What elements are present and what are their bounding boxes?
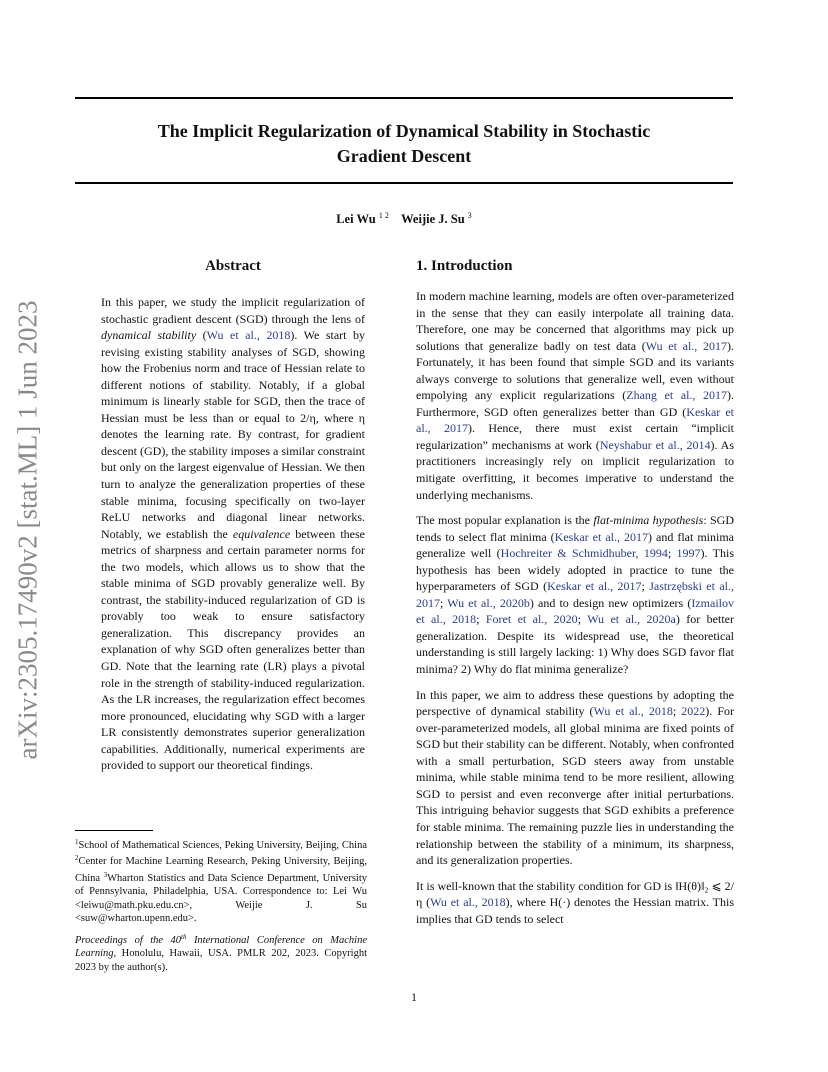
intro-text: ;	[641, 579, 650, 594]
citation-link[interactable]: 1997	[676, 546, 701, 561]
paper-title	[75, 119, 733, 169]
intro-text: ). Fortunately, it has been found that simple SGD and its variants always converge to solutions that generalize well, even without empolying any explicit regularizations (	[416, 338, 734, 403]
title-rule-bottom	[75, 182, 733, 184]
intro-emphasis: flat-minima hypothesis	[593, 513, 704, 528]
citation-link[interactable]: Neyshabur et al., 2014	[599, 437, 711, 452]
footnote-text: Wharton Statistics and Data Science Department, University of Pennsylvania, Philadelphia, USA. Correspondence to: Lei Wu <leiwu@math.pku.edu.cn>, Weijie J. Su <suw@wharton.upenn.edu>.	[75, 872, 367, 925]
citation-link[interactable]: Jastrzębski et al., 2017	[416, 579, 734, 610]
citation-link[interactable]: Foret et al., 2020	[485, 612, 578, 627]
footnote-rule	[75, 830, 153, 831]
citation-link[interactable]: Hochreiter & Schmidhuber, 1994	[500, 546, 668, 561]
page-number: 1	[411, 990, 417, 1004]
abstract-text: (	[196, 328, 207, 343]
intro-text: ) and to design new optimizers (	[529, 595, 692, 610]
proceedings-note	[75, 931, 367, 974]
intro-text: ). As practitioners increasingly rely on implicit regularization to mitigate overfitting, it becomes imperative to understand the underlying mechanisms.	[416, 437, 735, 502]
arxiv-identifier: arXiv:2305.17490v2 [stat.ML] 1 Jun 2023	[12, 300, 43, 760]
affiliation-footnote	[75, 836, 367, 925]
abstract-emphasis: dynamical stability	[101, 328, 197, 343]
intro-text: ). This hypothesis has been widely adopted in practice to tune the hyperparameters of SGD (	[416, 546, 734, 594]
intro-text: ;	[667, 546, 677, 561]
author-affiliation-marks: 3	[467, 211, 472, 220]
citation-link[interactable]: Wu et al., 2018	[206, 328, 291, 343]
intro-text: In modern machine learning, models are often over-parameterized in the sense that they can easily interpolate all training data. Therefore, one may be concerned that algorithms may pick up solutions that generalize badly on test data (	[416, 289, 734, 353]
abstract-body	[101, 294, 365, 774]
proceedings-text: International Conference on Machine Learning	[75, 935, 368, 960]
intro-paragraph-4	[416, 878, 734, 928]
intro-text: In this paper, we aim to address these questions by adopting the perspective of dynamical stability (	[416, 687, 734, 719]
intro-text: ). For over-parameterized models, all global minima are fixed points of SGD but their stability can be different. Notably, when confronted with a small perturbation, SGD steers away from unstable minima, while stable minima tend to be more resilient, allowing SGD to persist and even reconverge after initial perturbations. This intriguing behavior suggests that SGD exhibits a preference for stable minima. The remaining puzzle lies in understanding the relationship between the stability of a minimum, its sharpness, and its generalization properties.	[416, 704, 734, 868]
author-name: Lei Wu	[336, 212, 376, 226]
title-line-1: The Implicit Regularization of Dynamical Stability in Stochastic	[157, 121, 651, 141]
author-name: Weijie J. Su	[401, 212, 465, 226]
citation-link[interactable]: Keskar et al., 2017	[554, 529, 648, 544]
intro-text: ) and flat minima generalize well (	[416, 529, 734, 561]
footnote-mark: 1	[75, 838, 79, 846]
title-rule-top	[75, 97, 733, 99]
footnote-text: School of Mathematical Sciences, Peking University, Beijing, China	[78, 840, 367, 851]
abstract-heading: Abstract	[205, 258, 261, 274]
intro-paragraph-1	[416, 288, 734, 503]
proceedings-text: , Honolulu, Hawaii, USA. PMLR 202, 2023. Copyright 2023 by the author(s).	[75, 948, 367, 973]
citation-link[interactable]: Keskar et al., 2017	[416, 404, 734, 436]
proceedings-ordinal: th	[181, 933, 187, 941]
citation-link[interactable]: Izmailov et al., 2018	[416, 595, 734, 627]
arxiv-stamp	[8, 290, 48, 770]
citation-link[interactable]: Wu et al., 2018	[593, 704, 673, 719]
proceedings-text: Proceedings of the 40	[75, 935, 182, 946]
citation-link[interactable]: Wu et al., 2017	[645, 338, 727, 353]
intro-text: : SGD tends to select flat minima (	[416, 513, 734, 544]
title-line-2: Gradient Descent	[336, 146, 472, 166]
citation-link[interactable]: Keskar et al., 2017	[547, 579, 642, 594]
footnote-text: Center for Machine Learning Research, Peking University, Beijing, China	[75, 856, 367, 884]
author-affiliation-marks: 1 2	[378, 211, 389, 220]
intro-text: ;	[476, 612, 486, 627]
intro-text: The most popular explanation is the	[416, 513, 594, 528]
intro-text: ;	[672, 704, 682, 719]
abstract-text: ). We start by revising existing stability analyses of SGD, showing how the Frobenius norm and trace of Hessian relate to different notions of stability. Notably, if a global minimum is linearly stable for SGD, then the trace of Hessian must be less than or equal to 2/η, where η denotes the learning rate. By contrast, for gradient descent (GD), the stability imposes a similar constraint but only on the largest eigenvalue of Hessian. We then turn to analyze the generalization properties of these stable minima, focusing specifically on two-layer ReLU networks and diagonal linear networks. Notably, we establish the	[101, 328, 365, 541]
intro-text: ) for better generalization. Despite its widespread use, the theoretical understanding is still largely lacking: 1) Why does SGD favor flat minima? 2) Why do flat minima generalize?	[416, 612, 734, 677]
abstract-emphasis: equivalence	[232, 526, 291, 541]
citation-link[interactable]: Wu et al., 2018	[430, 895, 506, 910]
footnote-mark: 2	[75, 854, 79, 863]
footnote-mark: 3	[103, 870, 108, 879]
introduction-body	[416, 288, 734, 936]
intro-text: ), where H(·) denotes the Hessian matrix. This implies that GD tends to select	[416, 895, 734, 926]
intro-text: ;	[440, 595, 448, 610]
citation-link[interactable]: 2022	[681, 704, 706, 719]
citation-link[interactable]: Zhang et al., 2017	[626, 388, 727, 403]
author-list	[75, 211, 733, 227]
introduction-heading: 1. Introduction	[416, 258, 513, 274]
intro-paragraph-3	[416, 687, 734, 869]
intro-paragraph-2	[416, 512, 734, 677]
intro-text: ;	[577, 612, 588, 627]
abstract-text: between these metrics of sharpness and certain parameter norms for the two models, which allows us to show that the stable minima of SGD provably generalize well. By contrast, the stability-induced regularization of GD is provably too weak to ensure satisfactory generalization. This discrepancy provides an explanation of why SGD often generalizes better than GD. Note that the learning rate (LR) plays a pivotal role in the strength of stability-induced regularization. As the LR increases, the regularization effect becomes more pronounced, elucidating why SGD with a larger LR consistently demonstrates superior generalization capabilities. Additionally, numerical experiments are provided to support our theoretical findings.	[101, 526, 365, 773]
citation-link[interactable]: Wu et al., 2020a	[587, 612, 676, 627]
intro-text: It is well-known that the stability condition for GD is ‖H(θ)‖₂ ⩽ 2/η (	[416, 878, 734, 910]
citation-link[interactable]: Wu et al., 2020b	[447, 595, 530, 610]
intro-text: ). Furthermore, SGD often generalizes better than GD (	[416, 388, 734, 419]
abstract-text: In this paper, we study the implicit regularization of stochastic gradient descent (SGD) through the lens of	[101, 295, 365, 326]
intro-text: ). Hence, there must exist certain “implicit regularization” mechanisms at work (	[416, 421, 734, 452]
